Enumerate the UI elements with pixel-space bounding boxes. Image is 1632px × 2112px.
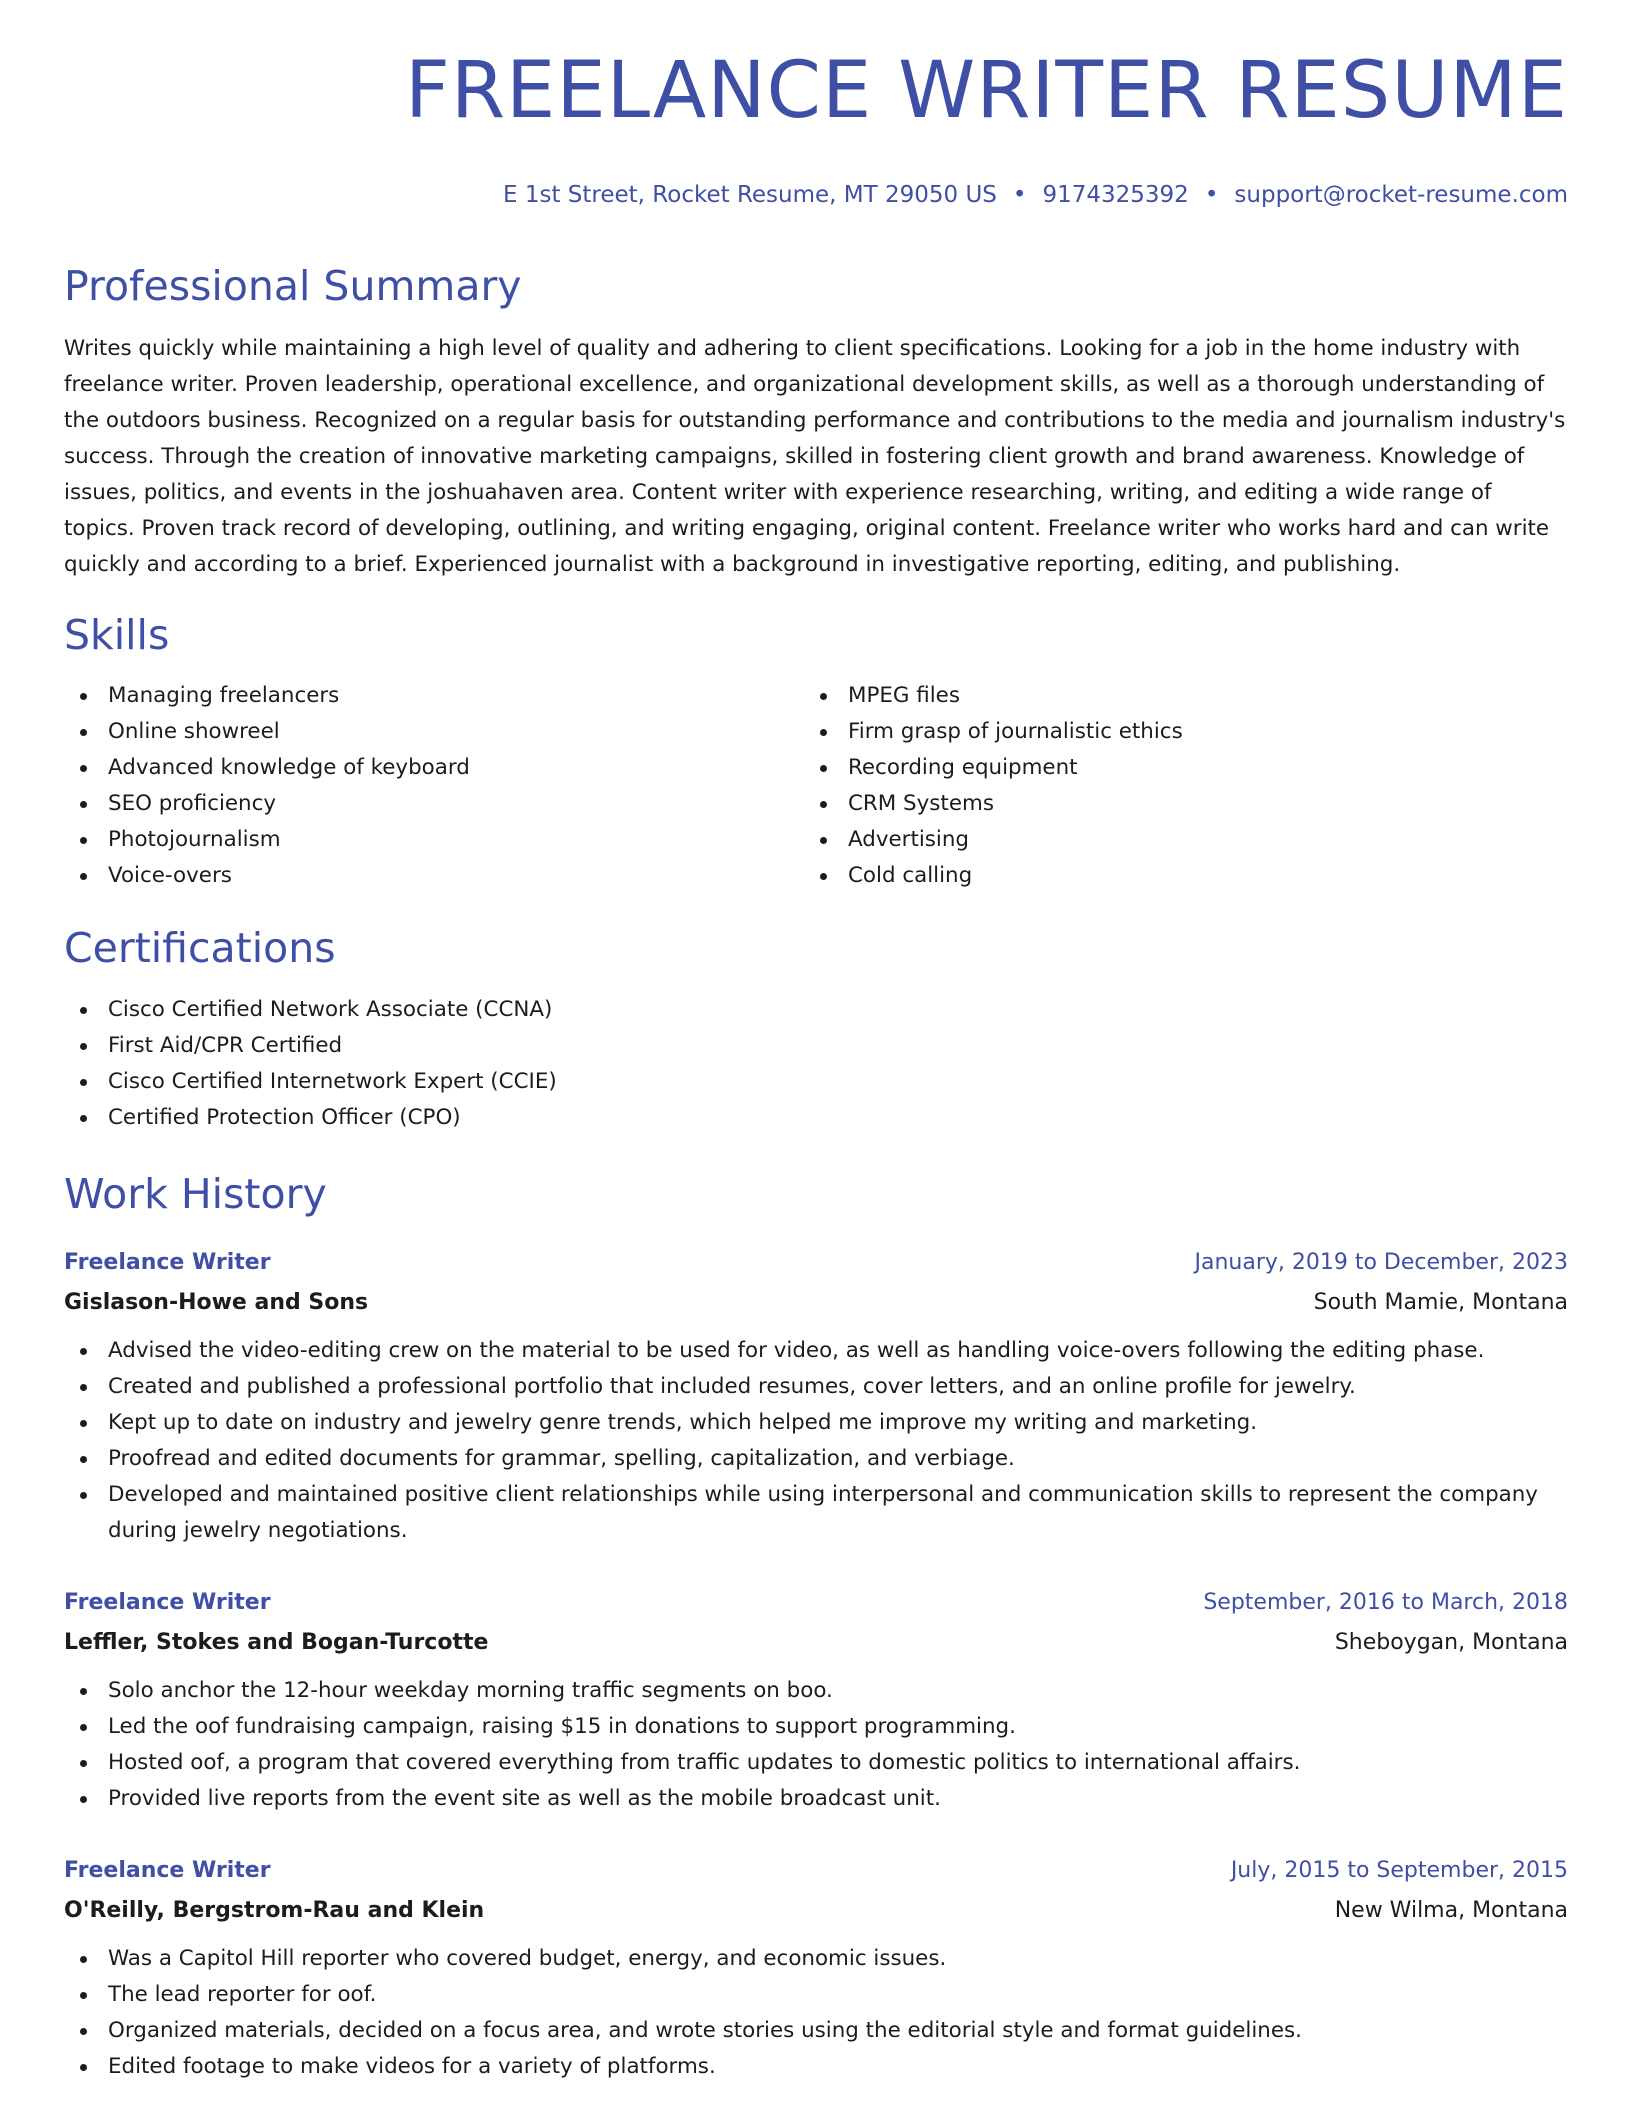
job-duty-item: Advised the video-editing crew on the material to be used for video, as well as handling voice-overs following the editing phase. xyxy=(64,1333,1568,1369)
certification-item: Cisco Certified Network Associate (CCNA) xyxy=(64,992,1568,1028)
skill-item: Recording equipment xyxy=(804,750,1183,786)
job-dates: January, 2019 to December, 2023 xyxy=(1194,1249,1568,1275)
job-duty-item: Provided live reports from the event site as well as the mobile broadcast unit. xyxy=(64,1781,1568,1817)
job-company-row xyxy=(64,1283,1568,1323)
job-entry xyxy=(64,1851,1568,2085)
job-company-row xyxy=(64,1623,1568,1663)
job-duties-list xyxy=(64,1673,1568,1817)
skill-item: Voice-overs xyxy=(64,858,804,894)
job-company: O'Reilly, Bergstrom-Rau and Klein xyxy=(64,1897,485,1923)
job-title: Freelance Writer xyxy=(64,1589,271,1615)
skill-item: Firm grasp of journalistic ethics xyxy=(804,714,1183,750)
job-company: Gislason-Howe and Sons xyxy=(64,1289,369,1315)
resume-title: FREELANCE WRITER RESUME xyxy=(404,46,1568,136)
job-duties-list xyxy=(64,1333,1568,1549)
certification-item: Certified Protection Officer (CPO) xyxy=(64,1100,1568,1136)
contact-separator: • xyxy=(1204,182,1219,208)
section-heading-skills: Skills xyxy=(64,611,170,660)
job-location: Sheboygan, Montana xyxy=(1334,1629,1568,1655)
job-location: South Mamie, Montana xyxy=(1313,1289,1568,1315)
job-duty-item: Created and published a professional portfolio that included resumes, cover letters, and an online profile for jewelry. xyxy=(64,1369,1568,1405)
skill-item: Online showreel xyxy=(64,714,804,750)
summary-text: Writes quickly while maintaining a high level of quality and adhering to client specifications. Looking for a job in the home industry with freelance writer. Proven leadership, operational excellence, and organizational development skills, as well as a thorough understanding of the outdoors business. Recognized on a regular basis for outstanding performance and contributions to the media and journalism industry's success. Through the creation of innovative marketing campaigns, skilled in fostering client growth and brand awareness. Knowledge of issues, politics, and events in the joshuahaven area. Content writer with experience researching, writing, and editing a wide range of topics. Proven track record of developing, outlining, and writing engaging, original content. Freelance writer who works hard and can write quickly and according to a brief. Experienced journalist with a background in investigative reporting, editing, and publishing. xyxy=(64,336,1566,578)
job-entry xyxy=(64,1583,1568,1817)
job-title: Freelance Writer xyxy=(64,1249,271,1275)
contact-phone: 9174325392 xyxy=(1042,182,1189,208)
job-duty-item: Led the oof fundraising campaign, raising $15 in donations to support programming. xyxy=(64,1709,1568,1745)
skill-item: Advanced knowledge of keyboard xyxy=(64,750,804,786)
job-duty-item: Edited footage to make videos for a variety of platforms. xyxy=(64,2049,1568,2085)
skill-item: Photojournalism xyxy=(64,822,804,858)
job-dates: July, 2015 to September, 2015 xyxy=(1230,1857,1568,1883)
resume-body xyxy=(64,262,1568,2085)
job-header-row xyxy=(64,1851,1568,1891)
skills-section xyxy=(64,611,1568,894)
section-heading-certifications: Certifications xyxy=(64,924,336,973)
job-duties-list xyxy=(64,1941,1568,2085)
skill-item: Advertising xyxy=(804,822,1183,858)
job-duty-item: Kept up to date on industry and jewelry genre trends, which helped me improve my writing and marketing. xyxy=(64,1405,1568,1441)
certification-item: Cisco Certified Internetwork Expert (CCIE) xyxy=(64,1064,1568,1100)
contact-line xyxy=(503,182,1568,210)
job-duty-item: Proofread and edited documents for grammar, spelling, capitalization, and verbiage. xyxy=(64,1441,1568,1477)
job-location: New Wilma, Montana xyxy=(1334,1897,1568,1923)
job-dates: September, 2016 to March, 2018 xyxy=(1203,1589,1568,1615)
contact-email[interactable]: support@rocket-resume.com xyxy=(1234,182,1568,208)
job-company: Leffler, Stokes and Bogan-Turcotte xyxy=(64,1629,489,1655)
job-title: Freelance Writer xyxy=(64,1857,271,1883)
job-company-row xyxy=(64,1891,1568,1931)
job-entry xyxy=(64,1243,1568,1549)
contact-separator: • xyxy=(1012,182,1027,208)
job-duty-item: Organized materials, decided on a focus area, and wrote stories using the editorial style and format guidelines. xyxy=(64,2013,1568,2049)
skill-item: CRM Systems xyxy=(804,786,1183,822)
skills-grid xyxy=(64,678,1568,894)
professional-summary-section xyxy=(64,262,1568,583)
job-duty-item: Was a Capitol Hill reporter who covered budget, energy, and economic issues. xyxy=(64,1941,1568,1977)
job-header-row xyxy=(64,1243,1568,1283)
certifications-section xyxy=(64,924,1568,1135)
skills-list-right xyxy=(804,678,1183,894)
work-history-section xyxy=(64,1170,1568,2085)
skills-list-left xyxy=(64,678,804,894)
section-heading-work-history: Work History xyxy=(64,1169,327,1218)
skill-item: SEO proficiency xyxy=(64,786,804,822)
certifications-list xyxy=(64,992,1568,1136)
skill-item: Managing freelancers xyxy=(64,678,804,714)
skill-item: MPEG files xyxy=(804,678,1183,714)
skill-item: Cold calling xyxy=(804,858,1183,894)
contact-address: E 1st Street, Rocket Resume, MT 29050 US xyxy=(503,182,997,208)
certification-item: First Aid/CPR Certified xyxy=(64,1028,1568,1064)
job-duty-item: Hosted oof, a program that covered everything from traffic updates to domestic politics to international affairs. xyxy=(64,1745,1568,1781)
job-duty-item: Solo anchor the 12-hour weekday morning traffic segments on boo. xyxy=(64,1673,1568,1709)
section-heading-summary: Professional Summary xyxy=(64,262,522,310)
job-duty-item: Developed and maintained positive client relationships while using interpersonal and communication skills to represent the company during jewelry negotiations. xyxy=(64,1477,1568,1549)
job-duty-item: The lead reporter for oof. xyxy=(64,1977,1568,2013)
job-header-row xyxy=(64,1583,1568,1623)
